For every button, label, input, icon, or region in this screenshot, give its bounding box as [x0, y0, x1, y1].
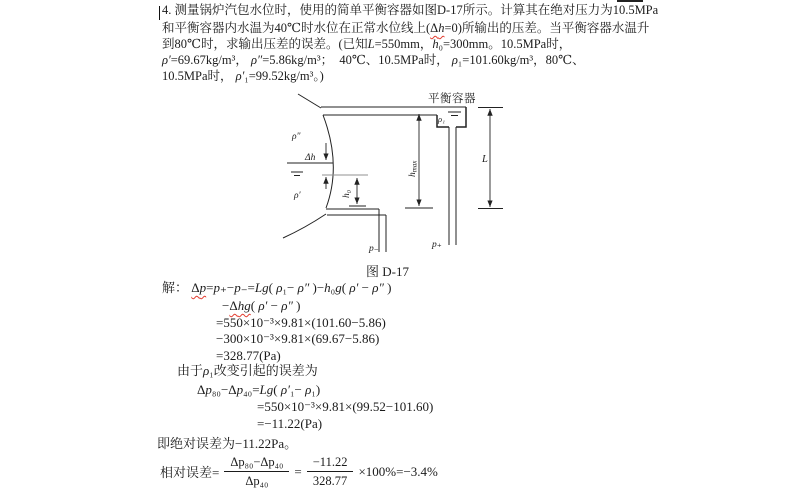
- solution-line: Δp₈₀−Δp₄₀=Lg( ρ′₁− ρ₁): [197, 382, 321, 397]
- vessel-down-pipe: [449, 127, 456, 245]
- rho-water-label: ρ′: [294, 191, 301, 201]
- hmax-label: hmax: [408, 160, 419, 177]
- solution-line: 即绝对误差为−11.22Pa。: [157, 436, 298, 451]
- rho-steam-label: ρ″: [292, 132, 301, 142]
- solution-line: =550×10⁻³×9.81×(99.52−101.60): [257, 399, 434, 414]
- text-cursor: [159, 6, 160, 20]
- problem-line: 4. 测量锅炉汽包水位时，使用的简单平衡容器如图D-17所示。计算其在绝对压力为10.5MPa: [162, 3, 659, 17]
- problem-line: ρ′=69.67kg/m³， ρ″=5.86kg/m³； 40℃、10.5MPa时， ρ₁=101.60kg/m³，80℃、: [162, 53, 585, 67]
- rel-error-equals: =: [294, 463, 302, 479]
- figure-d17: [250, 85, 550, 280]
- solution-line: −Δhg( ρ′ − ρ″ ): [222, 298, 301, 313]
- delta-h-label: Δh: [305, 153, 316, 163]
- page-edge-mark: [617, 0, 643, 2]
- problem-line: 和平衡容器内水温为40℃时水位在正常水位线上(Δh=0)所输出的压差。当平衡容器水温升: [162, 21, 650, 35]
- rel-error-result: ×100%=−3.4%: [358, 463, 438, 479]
- drum-top-edge: [298, 94, 321, 108]
- drum-bottom: [326, 209, 386, 215]
- solution-line: =550×10⁻³×9.81×(101.60−5.86): [216, 315, 386, 330]
- rho-vessel-label: ρ₁: [438, 114, 446, 124]
- balance-vessel-title: 平衡容器: [428, 93, 476, 105]
- fraction-numerator: Δp₈₀−Δp₄₀: [224, 454, 289, 472]
- solution-line: 解： Δp=p₊−p₋=Lg( ρ₁− ρ″ )−h₀g( ρ′ − ρ″ ): [162, 280, 392, 295]
- water-level-mark: [291, 172, 303, 176]
- drum-inner-wall: [323, 115, 333, 208]
- rel-error-prefix: 相对误差=: [160, 465, 220, 481]
- relative-error-equation: [160, 454, 438, 490]
- problem-line: 10.5MPa时， ρ′₁=99.52kg/m³。): [162, 69, 324, 83]
- figure-d17-drawing: [250, 85, 550, 280]
- solution-line: 由于ρ₁改变引起的误差为: [177, 363, 318, 378]
- figure-caption: 图 D-17: [366, 264, 409, 279]
- vessel-level-mark: [448, 112, 461, 116]
- solution-line: =−11.22(Pa): [257, 416, 323, 431]
- fraction-numeric: [307, 454, 354, 490]
- h0-label: h₀: [342, 189, 352, 198]
- fraction-denominator: 328.77: [312, 474, 348, 489]
- fraction-denominator: Δp₄₀: [245, 474, 269, 489]
- fraction-symbolic: [224, 454, 289, 490]
- L-label: L: [482, 154, 488, 165]
- solution-line: =328.77(Pa): [216, 348, 281, 363]
- p-plus-label: p₊: [432, 240, 442, 250]
- fraction-numerator: −11.22: [307, 454, 354, 472]
- problem-line: 到80℃时，求输出压差的误差。(已知L=550mm，h₀=300mm。10.5MPa时，: [162, 37, 572, 51]
- p-minus-label: p₋: [369, 244, 379, 254]
- solution-line: −300×10⁻³×9.81×(69.67−5.86): [216, 331, 380, 346]
- drum-outer-wall: [283, 214, 326, 238]
